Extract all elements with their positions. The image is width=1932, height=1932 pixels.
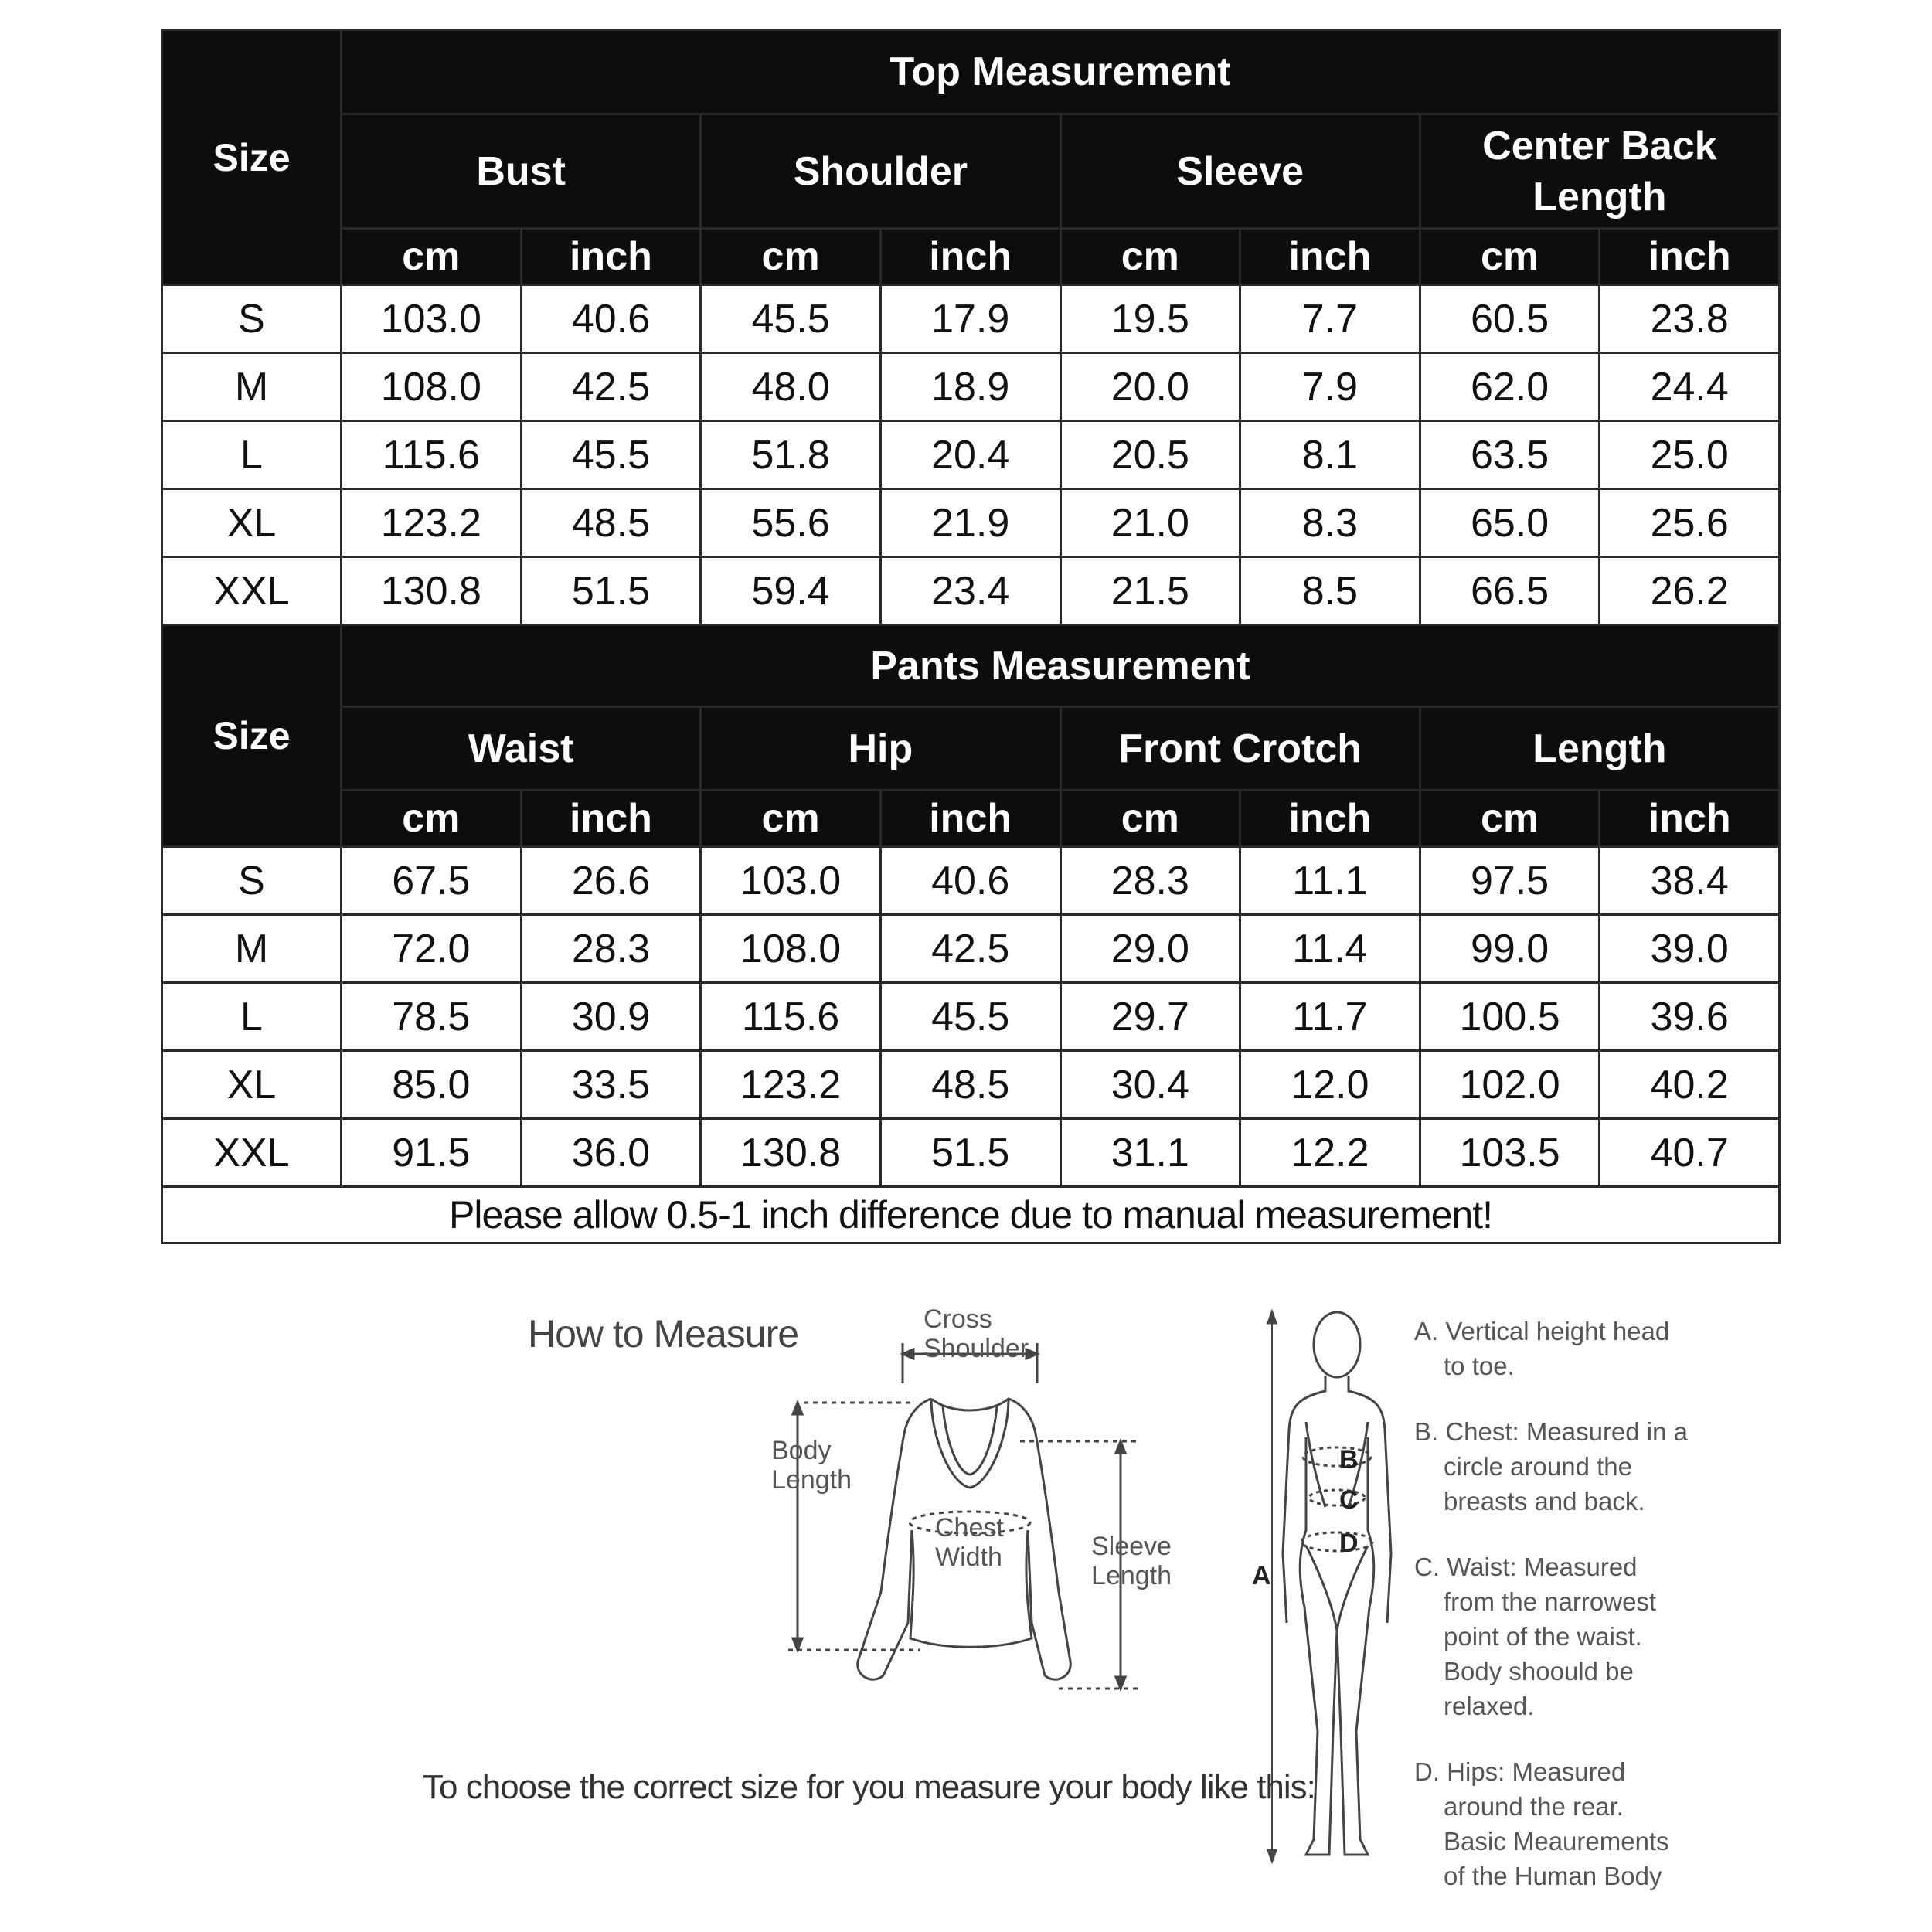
measurement-cell: 12.0 <box>1240 1051 1420 1119</box>
measurement-cell: 31.1 <box>1060 1119 1240 1187</box>
unit-header: inch <box>1240 791 1420 847</box>
measurement-cell: 42.5 <box>880 915 1060 983</box>
size-cell: XL <box>162 1051 342 1119</box>
measurement-cell: 63.5 <box>1420 421 1600 489</box>
column-group-header: Front Crotch <box>1060 707 1420 791</box>
size-cell: S <box>162 285 342 353</box>
note-d: D. Hips: Measured around the rear. Basic Meaurements of the Human Body <box>1414 1757 1669 1890</box>
table-row <box>162 489 1780 557</box>
note-c: C. Waist: Measured from the narrowest point of the waist. Body shoould be relaxed. <box>1414 1553 1657 1720</box>
unit-header: cm <box>1060 229 1240 285</box>
unit-header: cm <box>342 791 522 847</box>
unit-header: inch <box>1600 791 1780 847</box>
measurement-cell: 40.6 <box>880 847 1060 915</box>
unit-header: cm <box>701 791 881 847</box>
measurement-cell: 29.7 <box>1060 983 1240 1051</box>
chest-width-label: Chest Width <box>935 1513 1004 1572</box>
measurement-cell: 48.5 <box>880 1051 1060 1119</box>
measurement-cell: 8.5 <box>1240 557 1420 625</box>
letter-b: B <box>1339 1445 1359 1475</box>
unit-header: cm <box>1420 229 1600 285</box>
measurement-cell: 45.5 <box>521 421 701 489</box>
measurement-cell: 7.9 <box>1240 353 1420 421</box>
column-group-header: Waist <box>342 707 701 791</box>
measurement-cell: 115.6 <box>701 983 881 1051</box>
measurement-cell: 11.4 <box>1240 915 1420 983</box>
measurement-cell: 45.5 <box>880 983 1060 1051</box>
column-group-header: Sleeve <box>1060 114 1420 229</box>
table-row <box>162 557 1780 625</box>
measurement-cell: 19.5 <box>1060 285 1240 353</box>
measurement-cell: 8.1 <box>1240 421 1420 489</box>
measurement-cell: 40.2 <box>1600 1051 1780 1119</box>
table-row <box>162 847 1780 915</box>
measurement-cell: 23.4 <box>880 557 1060 625</box>
measurement-cell: 20.5 <box>1060 421 1240 489</box>
table-row <box>162 285 1780 353</box>
table-title: Pants Measurement <box>342 625 1780 707</box>
measurement-cell: 40.7 <box>1600 1119 1780 1187</box>
size-cell: XXL <box>162 1119 342 1187</box>
letter-d: D <box>1339 1529 1359 1558</box>
column-group-header: Length <box>1420 707 1779 791</box>
measurement-cell: 40.6 <box>521 285 701 353</box>
measurement-cell: 21.5 <box>1060 557 1240 625</box>
measurement-cell: 24.4 <box>1600 353 1780 421</box>
column-group-header: Shoulder <box>701 114 1060 229</box>
size-chart <box>161 29 1781 1244</box>
measurement-cell: 67.5 <box>342 847 522 915</box>
measurement-cell: 91.5 <box>342 1119 522 1187</box>
measurement-cell: 23.8 <box>1600 285 1780 353</box>
measurement-cell: 20.0 <box>1060 353 1240 421</box>
unit-header: inch <box>1600 229 1780 285</box>
unit-header: inch <box>880 791 1060 847</box>
letter-c: C <box>1339 1485 1359 1515</box>
unit-header: cm <box>1420 791 1600 847</box>
measurement-cell: 42.5 <box>521 353 701 421</box>
measurement-cell: 45.5 <box>701 285 881 353</box>
cross-shoulder-label: Cross Shoulder <box>923 1304 1029 1363</box>
measurement-cell: 100.5 <box>1420 983 1600 1051</box>
measurement-cell: 60.5 <box>1420 285 1600 353</box>
measurement-cell: 30.4 <box>1060 1051 1240 1119</box>
size-cell: M <box>162 915 342 983</box>
shirt-diagram <box>765 1298 1198 1704</box>
measurement-cell: 99.0 <box>1420 915 1600 983</box>
measurement-cell: 103.0 <box>701 847 881 915</box>
unit-header: inch <box>521 229 701 285</box>
unit-header: inch <box>521 791 701 847</box>
table-row <box>162 1119 1780 1187</box>
unit-header: cm <box>701 229 881 285</box>
measurement-cell: 11.1 <box>1240 847 1420 915</box>
column-group-header: Hip <box>701 707 1060 791</box>
measurement-cell: 17.9 <box>880 285 1060 353</box>
measurement-cell: 97.5 <box>1420 847 1600 915</box>
size-cell: L <box>162 421 342 489</box>
size-header: Size <box>162 30 342 285</box>
measurement-cell: 28.3 <box>1060 847 1240 915</box>
measurement-cell: 25.6 <box>1600 489 1780 557</box>
unit-header: cm <box>342 229 522 285</box>
column-group-header: Center Back Length <box>1420 114 1779 229</box>
column-group-header: Bust <box>342 114 701 229</box>
measurement-cell: 39.6 <box>1600 983 1780 1051</box>
choose-size-instructions: To choose the correct size for you measure your body like this: <box>423 1768 1315 1806</box>
measurement-cell: 25.0 <box>1600 421 1780 489</box>
measurement-cell: 51.5 <box>521 557 701 625</box>
size-cell: XL <box>162 489 342 557</box>
sleeve-length-label: Sleeve Length <box>1091 1532 1172 1590</box>
measurement-cell: 7.7 <box>1240 285 1420 353</box>
pants-measurement-table <box>161 624 1781 1244</box>
measurement-cell: 130.8 <box>342 557 522 625</box>
measurement-cell: 103.0 <box>342 285 522 353</box>
measurement-cell: 108.0 <box>342 353 522 421</box>
measurement-cell: 103.5 <box>1420 1119 1600 1187</box>
measurement-cell: 115.6 <box>342 421 522 489</box>
measurement-cell: 12.2 <box>1240 1119 1420 1187</box>
measurement-cell: 78.5 <box>342 983 522 1051</box>
measurement-cell: 39.0 <box>1600 915 1780 983</box>
measurement-cell: 38.4 <box>1600 847 1780 915</box>
measurement-cell: 30.9 <box>521 983 701 1051</box>
size-cell: XXL <box>162 557 342 625</box>
measurement-cell: 66.5 <box>1420 557 1600 625</box>
measurement-cell: 11.7 <box>1240 983 1420 1051</box>
measurement-cell: 65.0 <box>1420 489 1600 557</box>
measurement-cell: 108.0 <box>701 915 881 983</box>
table-row <box>162 1051 1780 1119</box>
size-cell: L <box>162 983 342 1051</box>
measurement-cell: 62.0 <box>1420 353 1600 421</box>
measurement-notes <box>1414 1314 1723 1924</box>
table-row <box>162 915 1780 983</box>
note-a: A. Vertical height head to toe. <box>1414 1317 1670 1380</box>
measurement-cell: 20.4 <box>880 421 1060 489</box>
unit-header: inch <box>1240 229 1420 285</box>
table-row <box>162 353 1780 421</box>
measurement-cell: 59.4 <box>701 557 881 625</box>
measurement-cell: 26.6 <box>521 847 701 915</box>
note-b: B. Chest: Measured in a circle around the breasts and back. <box>1414 1417 1689 1515</box>
measurement-cell: 51.8 <box>701 421 881 489</box>
measurement-cell: 123.2 <box>342 489 522 557</box>
body-length-label: Body Length <box>771 1436 852 1495</box>
unit-header: cm <box>1060 791 1240 847</box>
measurement-note: Please allow 0.5-1 inch difference due to manual measurement! <box>162 1187 1780 1243</box>
measurement-cell: 28.3 <box>521 915 701 983</box>
size-header: Size <box>162 625 342 847</box>
measurement-cell: 123.2 <box>701 1051 881 1119</box>
measurement-cell: 33.5 <box>521 1051 701 1119</box>
measurement-cell: 55.6 <box>701 489 881 557</box>
size-cell: S <box>162 847 342 915</box>
measurement-cell: 36.0 <box>521 1119 701 1187</box>
table-row <box>162 421 1780 489</box>
measurement-cell: 130.8 <box>701 1119 881 1187</box>
measurement-cell: 21.9 <box>880 489 1060 557</box>
measurement-cell: 85.0 <box>342 1051 522 1119</box>
measurement-cell: 48.0 <box>701 353 881 421</box>
measurement-cell: 26.2 <box>1600 557 1780 625</box>
measurement-cell: 72.0 <box>342 915 522 983</box>
measurement-cell: 18.9 <box>880 353 1060 421</box>
measurement-cell: 21.0 <box>1060 489 1240 557</box>
table-row <box>162 983 1780 1051</box>
unit-header: inch <box>880 229 1060 285</box>
measurement-cell: 51.5 <box>880 1119 1060 1187</box>
measurement-cell: 8.3 <box>1240 489 1420 557</box>
how-to-measure-title: How to Measure <box>528 1312 799 1355</box>
measurement-cell: 102.0 <box>1420 1051 1600 1119</box>
measurement-cell: 29.0 <box>1060 915 1240 983</box>
letter-a: A <box>1252 1561 1271 1590</box>
measurement-cell: 48.5 <box>521 489 701 557</box>
table-title: Top Measurement <box>342 30 1780 114</box>
size-cell: M <box>162 353 342 421</box>
top-measurement-table <box>161 29 1781 626</box>
